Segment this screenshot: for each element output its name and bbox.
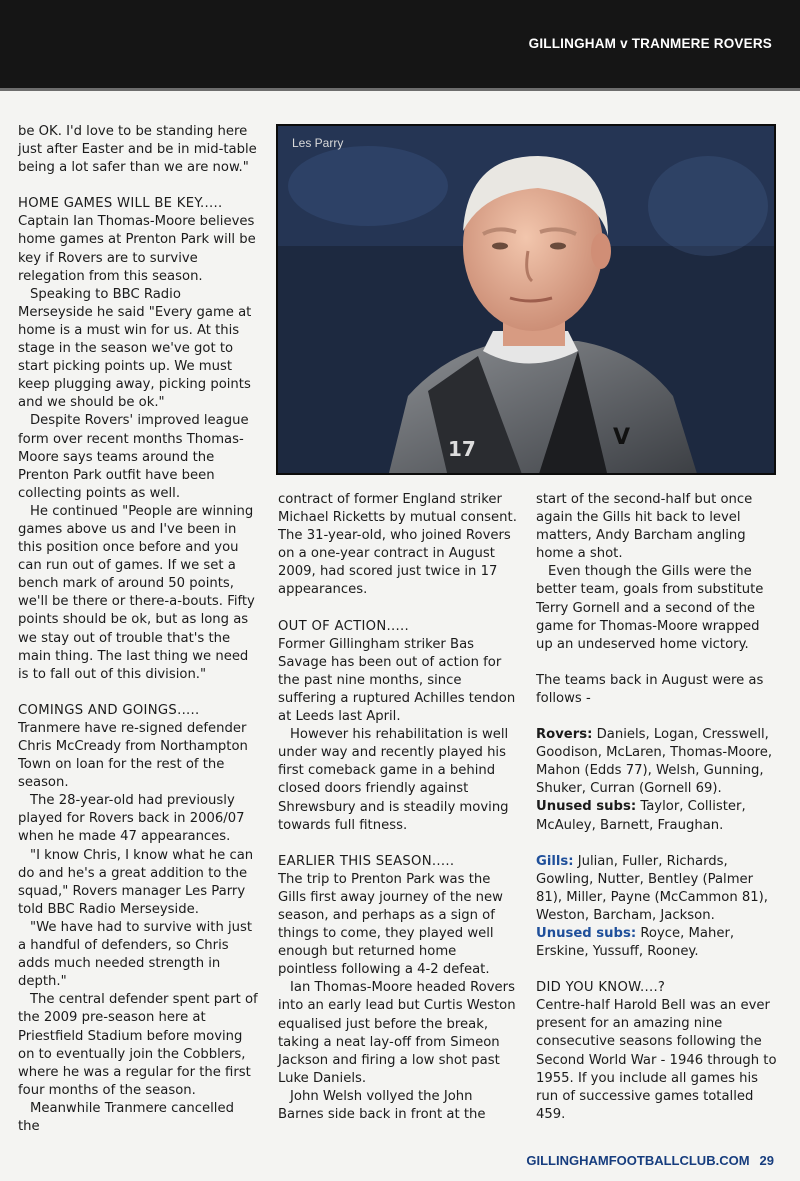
manager-photo <box>276 124 776 475</box>
rovers-subs-label: Unused subs: <box>536 799 637 815</box>
rovers-label: Rovers: <box>536 727 593 743</box>
portrait-illustration <box>278 126 776 475</box>
article-column-2 <box>278 491 518 1124</box>
gills-label: Gills: <box>536 853 574 869</box>
paragraph: "I know Chris, I know what he can do and he's a great addition to the squad," Rovers manager Les Parry told BBC Radio Merseyside. <box>18 847 254 917</box>
section-heading: COMINGS AND GOINGS..... <box>18 702 200 718</box>
paragraph: Centre-half Harold Bell was an ever present for an amazing nine consecutive seasons following the Second World War - 1946 through to 1955. If you include all games his run of successive games totalled 459. <box>536 998 777 1122</box>
rovers-lineup <box>536 726 780 798</box>
paragraph: contract of former England striker Michael Ricketts by mutual consent. The 31-year-old, who joined Rovers on a one-year contract in August 2009, had scored just twice in 17 appearances. <box>278 492 517 598</box>
article-column-3 <box>536 491 780 1124</box>
paragraph: The teams back in August were as follows - <box>536 672 764 706</box>
section-heading: HOME GAMES WILL BE KEY..... <box>18 196 223 212</box>
paragraph: John Welsh vollyed the John Barnes side back in front at the <box>278 1088 486 1122</box>
page-footer <box>526 1153 774 1168</box>
paragraph: be OK. I'd love to be standing here just after Easter and be in mid-table being a lot safer than we are now." <box>18 124 257 176</box>
club-website: GILLINGHAMFOOTBALLCLUB.COM <box>526 1153 750 1168</box>
gills-subs <box>536 925 780 961</box>
paragraph: Even though the Gills were the better team, goals from substitute Terry Gornell and a second of the game for Thomas-Moore wrapped up an undeserved home victory. <box>536 564 764 652</box>
paragraph: start of the second-half but once again the Gills hit back to level matters, Andy Barcham angling home a shot. <box>536 492 753 562</box>
gills-players: Julian, Fuller, Richards, Gowling, Nutter, Bentley (Palmer 81), Miller, Payne (McCammon 81), Weston, Barcham, Jackson. <box>536 853 768 923</box>
rovers-subs <box>536 798 780 834</box>
article-column-1 <box>18 123 258 1136</box>
photo-caption: Les Parry <box>292 136 344 150</box>
page-number: 29 <box>759 1153 774 1168</box>
paragraph: He continued "People are winning games above us and I've been in this position once before and you can run out of games. If we set a bench mark of around 50 points, we'll be there or there-a-bouts. Fifty points should be ok, but as long as we stay out of trouble that's the main thing. The last thing we need is to fall out of this division." <box>18 503 255 682</box>
paragraph: However his rehabilitation is well under way and recently played his first comeback game in a behind closed doors friendly against Shrewsbury and is steadily moving towards full fitness. <box>278 727 509 833</box>
svg-text:V: V <box>613 425 631 450</box>
paragraph: Former Gillingham striker Bas Savage has been out of action for the past nine months, since suffering a ruptured Achilles tendon at Leeds last April. <box>278 636 516 725</box>
header-divider <box>0 88 800 91</box>
section-heading: DID YOU KNOW....? <box>536 980 666 996</box>
gills-subs-label: Unused subs: <box>536 925 637 941</box>
paragraph: Ian Thomas-Moore headed Rovers into an early lead but Curtis Weston equalised just before the break, taking a neat lay-off from Simeon Jackson and firing a low shot past Luke Daniels. <box>278 980 516 1086</box>
svg-text:17: 17 <box>448 437 476 461</box>
page-header-bar <box>0 0 800 88</box>
gills-subs-players: Royce, Maher, Erskine, Yussuff, Rooney. <box>536 925 735 960</box>
rovers-subs-players: Taylor, Collister, McAuley, Barnett, Fraughan. <box>536 799 746 833</box>
paragraph: Captain Ian Thomas-Moore believes home games at Prenton Park will be key if Rovers are to survive relegation from this season. <box>18 214 256 284</box>
paragraph: The trip to Prenton Park was the Gills first away journey of the new season, and perhaps as a sign of things to come, they played well enough but returned home pointless following a 4-2 defeat. <box>278 871 503 978</box>
paragraph: The central defender spent part of the 2009 pre-season here at Priestfield Stadium before moving on to eventually join the Cobblers, where he was a regular for the first four months of the season. <box>18 992 258 1098</box>
match-title: GILLINGHAM v TRANMERE ROVERS <box>528 36 772 51</box>
section-heading: EARLIER THIS SEASON..... <box>278 853 455 869</box>
paragraph: Tranmere have re-signed defender Chris McCready from Northampton Town on loan for the rest of the season. <box>18 720 248 791</box>
paragraph: Speaking to BBC Radio Merseyside he said "Every game at home is a must win for us. At this stage in the season we've got to start picking points up. We must keep plugging away, picking points and we should be ok." <box>18 286 252 411</box>
paragraph: The 28-year-old had previously played for Rovers back in 2006/07 when he made 47 appearances. <box>18 793 245 845</box>
rovers-players: Daniels, Logan, Cresswell, Goodison, McLaren, Thomas-Moore, Mahon (Edds 77), Welsh, Gunning, Shuker, Curran (Gornell 69). <box>536 727 773 797</box>
paragraph: "We have had to survive with just a handful of defenders, so Chris adds much needed strength in depth." <box>18 919 253 990</box>
paragraph: Meanwhile Tranmere cancelled the <box>18 1100 234 1134</box>
gills-lineup <box>536 853 780 925</box>
section-heading: OUT OF ACTION..... <box>278 618 409 634</box>
paragraph: Despite Rovers' improved league form over recent months Thomas-Moore says teams around the Prenton Park outfit have been collecting points as well. <box>18 413 249 501</box>
